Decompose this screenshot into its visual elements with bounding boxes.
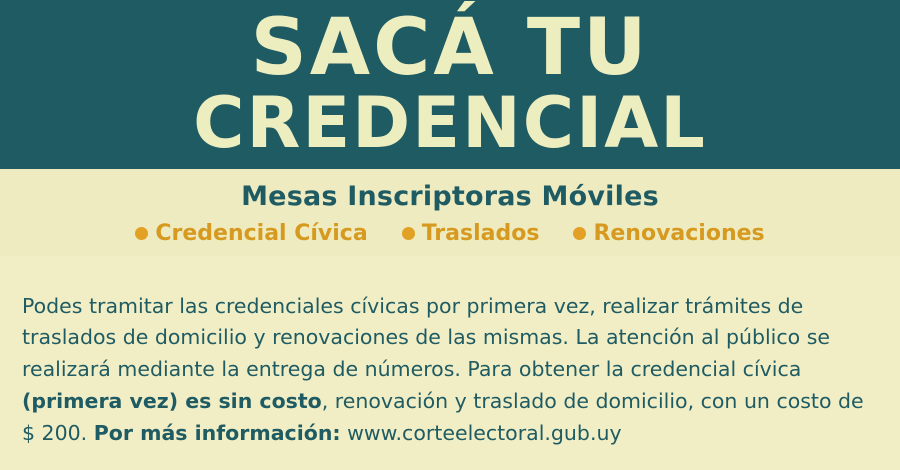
body-section bbox=[0, 256, 900, 470]
body-text-part1: Podes tramitar las credenciales cívicas por primera vez, realizar trámites de traslados de domicilio y renovaciones de las mismas. La atención al público se realizará mediante la entrega de números. Para obtener la credencial cívica bbox=[22, 293, 830, 382]
hero-title-line1: SACÁ TU bbox=[250, 2, 650, 93]
body-text-bold1: (primera vez) es sin costo bbox=[22, 388, 322, 413]
hero-title-line2: CREDENCIAL bbox=[193, 81, 707, 164]
subtitle-band bbox=[0, 169, 900, 256]
hero-banner bbox=[0, 0, 900, 169]
service-label: Credencial Cívica bbox=[155, 221, 368, 247]
body-text-bold2: Por más información: bbox=[93, 420, 341, 445]
bullet-icon bbox=[135, 227, 148, 240]
subtitle: Mesas Inscriptoras Móviles bbox=[241, 181, 659, 213]
service-label: Renovaciones bbox=[593, 221, 765, 247]
service-item-traslados bbox=[402, 221, 540, 246]
body-paragraph bbox=[22, 291, 878, 450]
bullet-icon bbox=[573, 227, 586, 240]
service-item-credencial-civica bbox=[135, 221, 367, 246]
service-item-renovaciones bbox=[573, 221, 764, 246]
body-text-part3: www.corteelectoral.gub.uy bbox=[340, 420, 622, 445]
bullet-icon bbox=[402, 227, 415, 240]
service-label: Traslados bbox=[421, 221, 540, 247]
services-list bbox=[0, 221, 900, 246]
body-text-part2: , renovación y traslado de domicilio, con un costo de $ 200. bbox=[22, 388, 864, 445]
